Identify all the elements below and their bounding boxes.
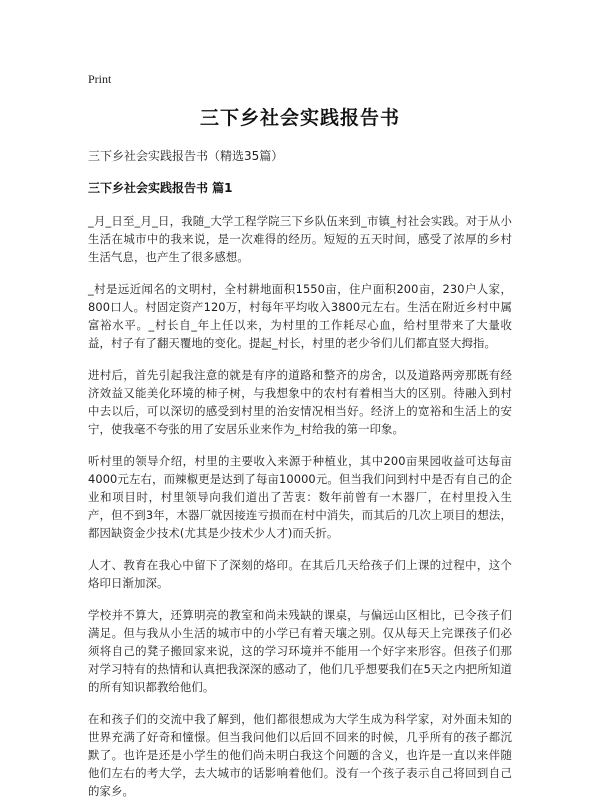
paragraph-3: 进村后，首先引起我注意的就是有序的道路和整齐的房舍，以及道路两旁那既有经济效益又能美化环境的柿子树，与我想象中的农村有着相当大的区别。待融入到村中去以后，可以深切的感受到村里的治安情况相当好。经济上的宽裕和生活上的安宁，使我毫不夸张的用了安居乐业来作为_村给我的第一印象。 xyxy=(88,368,512,436)
print-link[interactable]: Print xyxy=(88,72,112,86)
paragraph-7: 在和孩子们的交流中我了解到，他们都很想成为大学生成为科学家，对外面未知的世界充满了好奇和憧憬。但当我问他们以后回不回来的时候，几乎所有的孩子都沉默了。也许是还是小学生的他们尚未明白我这个问题的含义，也许是一直以来伴随他们左右的考大学，去大城市的话影响着他们。没有一个孩子表示自己将回到自己的家乡。 xyxy=(88,712,512,798)
document-subtitle: 三下乡社会实践报告书（精选35篇） xyxy=(88,149,284,163)
paragraph-4: 听村里的领导介绍，村里的主要收入来源于种植业，其中200亩果园收益可达每亩4000元左右，而辣椒更是达到了每亩10000元。但当我们问到村中是否有自己的企业和项目时，村里领导向我们道出了苦衷：数年前曾有一木器厂，在村里投入生产，但不到3年，木器厂就因接连亏损而在村中消失，而其后的几次上项目的想法，都因缺资金少技术(尤其是少技术少人才)而夭折。 xyxy=(88,454,512,540)
paragraph-1: _月_日至_月_日，我随_大学工程学院三下乡队伍来到_市镇_村社会实践。对于从小生活在城市中的我来说，是一次难得的经历。短短的五天时间，感受了浓厚的乡村生活气息，也产生了很多感想。 xyxy=(88,214,512,264)
section-heading: 三下乡社会实践报告书 篇1 xyxy=(88,181,233,195)
page-title: 三下乡社会实践报告书 xyxy=(199,107,400,129)
paragraph-6: 学校并不算大，还算明亮的教室和尚未残缺的课桌，与偏远山区相比，已令孩子们满足。但与我从小生活的城市中的小学已有着天壤之别。仅从每天上完课孩子们必须将自己的凳子搬回家来说，这的学习环境并不能用一个好字来形容。但孩子们那对学习特有的热情和认真把我深深的感动了，他们几乎想要我们在5天之内把所知道的所有知识都教给他们。 xyxy=(88,608,512,694)
paragraph-2: _村是远近闻名的文明村，全村耕地面积1550亩，住户面积200亩，230户人家，800口人。村固定资产120万，村每年平均收入3800元左右。生活在附近乡村中属富裕水平。_村长自_年上任以来，为村里的工作耗尽心血，给村里带来了大量收益，村子有了翻天覆地的变化。提起_村长，村里的老少爷们儿们都直竖大拇指。 xyxy=(88,282,512,350)
paragraph-5: 人才、教育在我心中留下了深刻的烙印。在其后几天给孩子们上课的过程中，这个烙印日渐加深。 xyxy=(88,558,512,590)
